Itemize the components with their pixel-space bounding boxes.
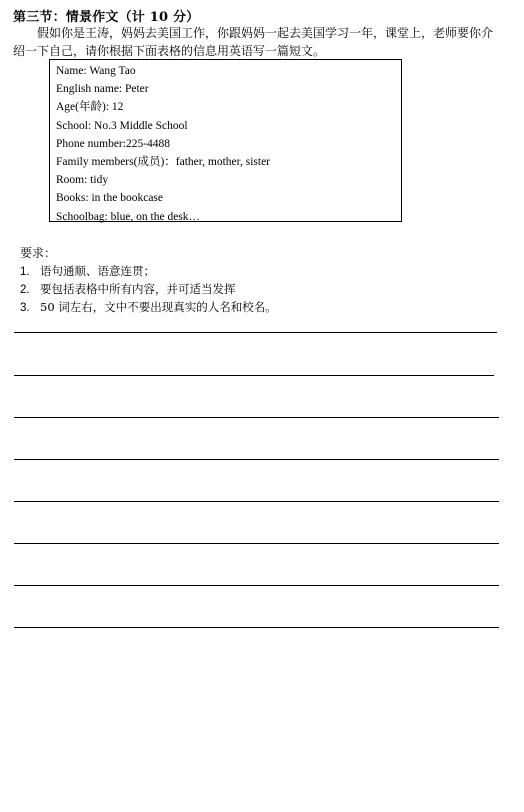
writing-line[interactable] (14, 627, 499, 628)
info-name: Name: Wang Tao (56, 65, 136, 77)
requirement-number: 2. (20, 284, 30, 296)
writing-line[interactable] (14, 375, 494, 376)
info-family: Family members(成员)：father, mother, sister (56, 155, 271, 168)
requirements-title: 要求： (20, 246, 57, 260)
writing-line[interactable] (14, 332, 497, 333)
section-title: 第三节：情景作文（计 10 分） (13, 10, 200, 25)
writing-line[interactable] (14, 417, 499, 418)
info-english-name: English name: Peter (56, 83, 149, 96)
writing-line[interactable] (14, 501, 499, 502)
requirement-item (20, 262, 277, 280)
requirement-item (20, 280, 277, 298)
writing-line[interactable] (14, 585, 499, 586)
info-age: Age(年龄): 12 (56, 101, 124, 114)
requirement-item (20, 298, 277, 316)
info-school: School: No.3 Middle School (56, 119, 188, 132)
writing-line[interactable] (14, 459, 499, 460)
info-books: Books: in the bookcase (56, 192, 163, 205)
requirement-number: 1. (20, 266, 30, 278)
info-schoolbag: Schoolbag: blue, on the desk… (56, 210, 201, 223)
task-intro: 假如你是王涛，妈妈去美国工作，你跟妈妈一起去美国学习一年，课堂上，老师要你介绍一下自己，请你根据下面表格的信息用英语写一篇短文。 (13, 26, 494, 58)
info-table (49, 59, 402, 222)
requirement-text: 50 词左右，文中不要出现真实的人名和校名。 (40, 300, 277, 314)
requirement-text: 语句通顺、语意连贯； (40, 264, 155, 278)
requirement-text: 要包括表格中所有内容，并可适当发挥 (40, 282, 236, 296)
writing-line[interactable] (14, 543, 499, 544)
requirement-number: 3. (20, 302, 30, 314)
info-phone: Phone number:225-4488 (56, 137, 171, 150)
info-room: Room: tidy (56, 174, 109, 187)
requirements-list (20, 262, 277, 316)
